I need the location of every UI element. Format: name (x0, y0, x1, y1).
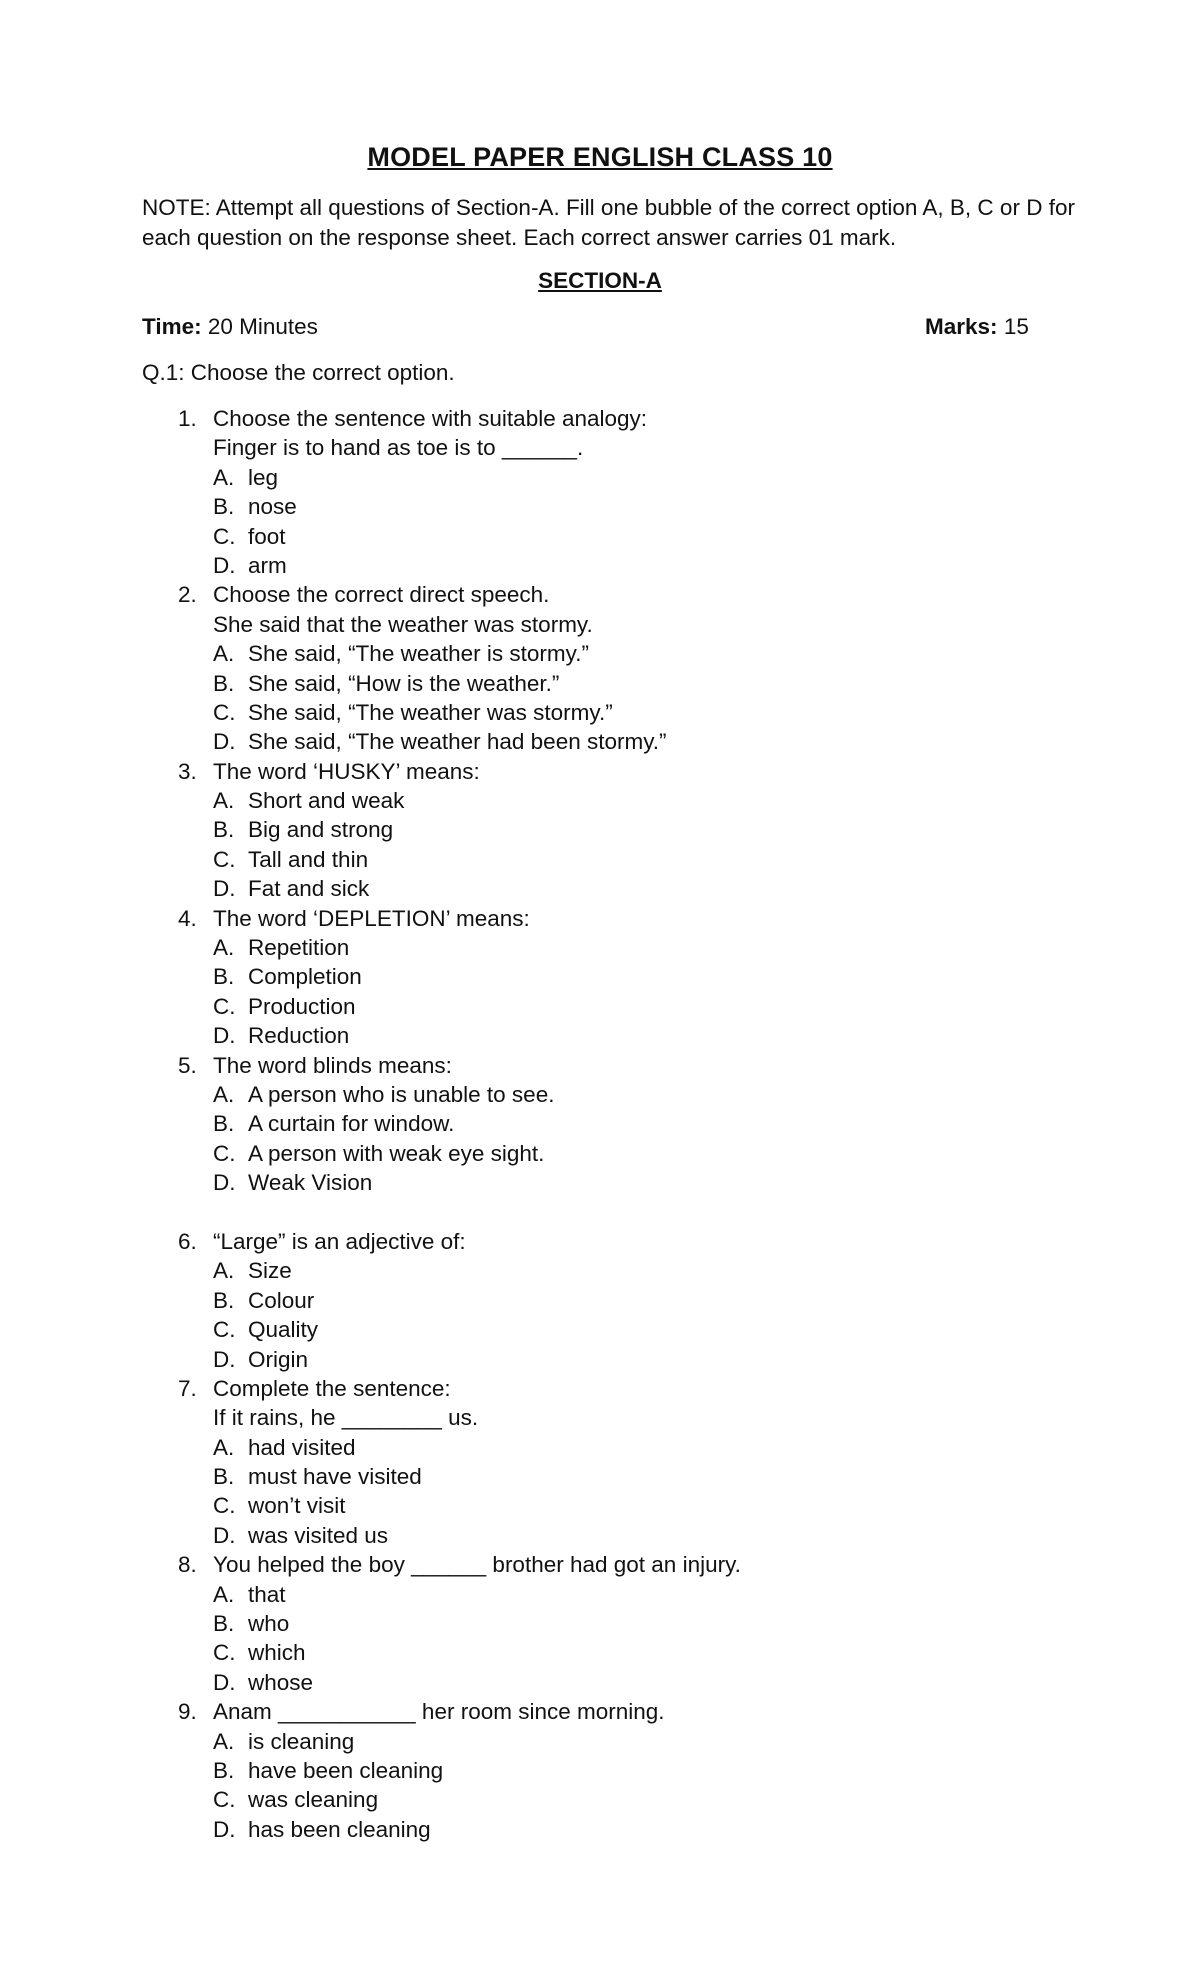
option-letter: D. (213, 1816, 236, 1842)
option-text: Quality (248, 1317, 319, 1343)
question-stem (0, 1697, 1200, 1726)
option-letter: D. (213, 876, 236, 902)
question-stem (0, 757, 1200, 786)
option-letter: C. (213, 699, 236, 725)
option-letter: A. (213, 1434, 235, 1460)
option-text: A person who is unable to see. (248, 1081, 555, 1107)
option-letter: A. (213, 935, 235, 961)
option (0, 1109, 1200, 1138)
question-instruction: Q.1: Choose the correct option. (142, 360, 455, 385)
question-text: “Large” is an adjective of: (213, 1228, 466, 1254)
option (0, 1491, 1200, 1520)
option-letter: A. (213, 1581, 235, 1607)
option-text: won’t visit (248, 1493, 346, 1519)
option-text: She said, “How is the weather.” (248, 670, 560, 696)
option (0, 639, 1200, 668)
option-letter: B. (213, 670, 235, 696)
question-text: The word ‘DEPLETION’ means: (213, 905, 530, 931)
question-number: 1. (178, 406, 197, 431)
question-number: 5. (178, 1052, 197, 1078)
question-stem-line (0, 1403, 1200, 1432)
question-text: The word ‘HUSKY’ means: (213, 758, 480, 784)
option-text: has been cleaning (248, 1816, 431, 1842)
time-info (142, 314, 318, 340)
question-stem-line (0, 433, 1200, 462)
option (0, 786, 1200, 815)
option (0, 1139, 1200, 1168)
marks-value: 15 (1003, 314, 1029, 339)
option (0, 1315, 1200, 1344)
option-text: foot (248, 523, 286, 549)
option-letter: D. (213, 552, 236, 578)
paper-title: MODEL PAPER ENGLISH CLASS 10 (367, 142, 833, 172)
option-letter: D. (213, 1346, 236, 1372)
option-text: which (248, 1640, 306, 1666)
option (0, 1668, 1200, 1697)
option (0, 962, 1200, 991)
option-letter: A. (213, 641, 235, 667)
option-text: leg (248, 464, 279, 490)
option (0, 1345, 1200, 1374)
option-letter: A. (213, 464, 235, 490)
option-letter: B. (213, 1111, 235, 1137)
option-letter: D. (213, 1023, 236, 1049)
option-letter: C. (213, 1493, 236, 1519)
question-text: Choose the sentence with suitable analogy: (213, 406, 648, 431)
time-label: Time: (142, 314, 202, 339)
option-letter: D. (213, 729, 236, 755)
option (0, 845, 1200, 874)
option (0, 1580, 1200, 1609)
option-letter: B. (213, 964, 235, 990)
option (0, 669, 1200, 698)
question-text: You helped the boy ______ brother had got an injury. (213, 1552, 741, 1578)
question-number: 2. (178, 582, 197, 608)
option-letter: D. (213, 1522, 236, 1548)
question-stem (0, 1374, 1200, 1403)
option-text: Origin (248, 1346, 309, 1372)
option-letter: A. (213, 1728, 235, 1754)
question-number: 8. (178, 1552, 197, 1578)
question-text: She said that the weather was stormy. (213, 611, 593, 637)
option-text: A person with weak eye sight. (248, 1140, 545, 1166)
option-letter: C. (213, 993, 236, 1019)
question-number: 6. (178, 1228, 197, 1254)
option-text: was visited us (248, 1522, 389, 1548)
option-text: Size (248, 1258, 292, 1284)
option-text: Repetition (248, 935, 350, 961)
option (0, 1433, 1200, 1462)
option (0, 933, 1200, 962)
option-text: nose (248, 494, 297, 520)
option-text: A curtain for window. (248, 1111, 455, 1137)
option-text: Fat and sick (248, 876, 370, 902)
question-stem-line (0, 610, 1200, 639)
option (0, 992, 1200, 1021)
option (0, 522, 1200, 551)
option-text: that (248, 1581, 286, 1607)
option-letter: B. (213, 1464, 235, 1490)
question-item (0, 1374, 1200, 1550)
question-stem (0, 1051, 1200, 1080)
option-text: arm (248, 552, 287, 578)
option (0, 463, 1200, 492)
option-text: is cleaning (248, 1728, 355, 1754)
option (0, 1756, 1200, 1785)
option (0, 492, 1200, 521)
option-text: Colour (248, 1287, 315, 1313)
option (0, 1286, 1200, 1315)
question-stem (0, 1227, 1200, 1256)
option (0, 1609, 1200, 1638)
option-letter: C. (213, 846, 236, 872)
option-letter: A. (213, 1081, 235, 1107)
option-text: Short and weak (248, 788, 405, 814)
option-text: Weak Vision (248, 1170, 373, 1196)
option-letter: A. (213, 1258, 235, 1284)
option-text: must have visited (248, 1464, 422, 1490)
question-stem (0, 1550, 1200, 1579)
option-letter: C. (213, 523, 236, 549)
question-item (0, 404, 1200, 580)
question-item (0, 1550, 1200, 1697)
option-letter: D. (213, 1669, 236, 1695)
question-stem (0, 580, 1200, 609)
option-letter: B. (213, 1287, 235, 1313)
question-stem (0, 404, 1200, 433)
option-letter: C. (213, 1787, 236, 1813)
question-item (0, 1051, 1200, 1198)
option (0, 727, 1200, 756)
option-text: whose (248, 1669, 314, 1695)
option (0, 1785, 1200, 1814)
question-text: If it rains, he ________ us. (213, 1405, 479, 1431)
note-text: NOTE: Attempt all questions of Section-A. Fill one bubble of the correct option A, B, C or D for each question on the response sheet. Each correct answer carries 01 mark. (142, 195, 1075, 250)
option-letter: C. (213, 1140, 236, 1166)
option-text: She said, “The weather is stormy.” (248, 641, 589, 667)
question-text: Finger is to hand as toe is to ______. (213, 435, 584, 461)
option (0, 1521, 1200, 1550)
option-text: Production (248, 993, 356, 1019)
option-letter: C. (213, 1317, 236, 1343)
option (0, 1080, 1200, 1109)
question-number: 7. (178, 1375, 197, 1401)
option-text: Big and strong (248, 817, 394, 843)
marks-label: Marks: (925, 314, 998, 339)
question-item (0, 757, 1200, 904)
option-text: had visited (248, 1434, 356, 1460)
option-text: Reduction (248, 1023, 350, 1049)
section-heading: SECTION-A (538, 268, 662, 293)
option-text: have been cleaning (248, 1757, 444, 1783)
option-letter: A. (213, 788, 235, 814)
option (0, 1462, 1200, 1491)
option (0, 874, 1200, 903)
question-item (0, 904, 1200, 1051)
option (0, 1256, 1200, 1285)
question-number: 9. (178, 1699, 197, 1725)
option-letter: B. (213, 1757, 235, 1783)
option-text: She said, “The weather had been stormy.” (248, 729, 667, 755)
question-text: Complete the sentence: (213, 1375, 451, 1401)
question-number: 3. (178, 758, 197, 784)
question-list (0, 404, 1200, 1844)
option-text: Tall and thin (248, 846, 369, 872)
option-text: was cleaning (248, 1787, 379, 1813)
option (0, 1815, 1200, 1844)
option (0, 1638, 1200, 1667)
question-text: Choose the correct direct speech. (213, 582, 550, 608)
marks-info (925, 314, 1029, 340)
question-item (0, 1697, 1200, 1844)
option-letter: B. (213, 817, 235, 843)
time-value: 20 Minutes (207, 314, 318, 339)
option (0, 551, 1200, 580)
question-item (0, 1227, 1200, 1374)
question-item (0, 580, 1200, 756)
option-text: She said, “The weather was stormy.” (248, 699, 613, 725)
question-number: 4. (178, 905, 197, 931)
question-text: Anam ___________ her room since morning. (213, 1699, 665, 1725)
option (0, 1168, 1200, 1197)
option (0, 698, 1200, 727)
option-letter: C. (213, 1640, 236, 1666)
question-stem (0, 904, 1200, 933)
option-text: Completion (248, 964, 362, 990)
option-letter: D. (213, 1170, 236, 1196)
option (0, 1727, 1200, 1756)
option-letter: B. (213, 494, 235, 520)
option (0, 1021, 1200, 1050)
option-letter: B. (213, 1611, 235, 1637)
option-text: who (248, 1611, 290, 1637)
question-text: The word blinds means: (213, 1052, 452, 1078)
option (0, 815, 1200, 844)
